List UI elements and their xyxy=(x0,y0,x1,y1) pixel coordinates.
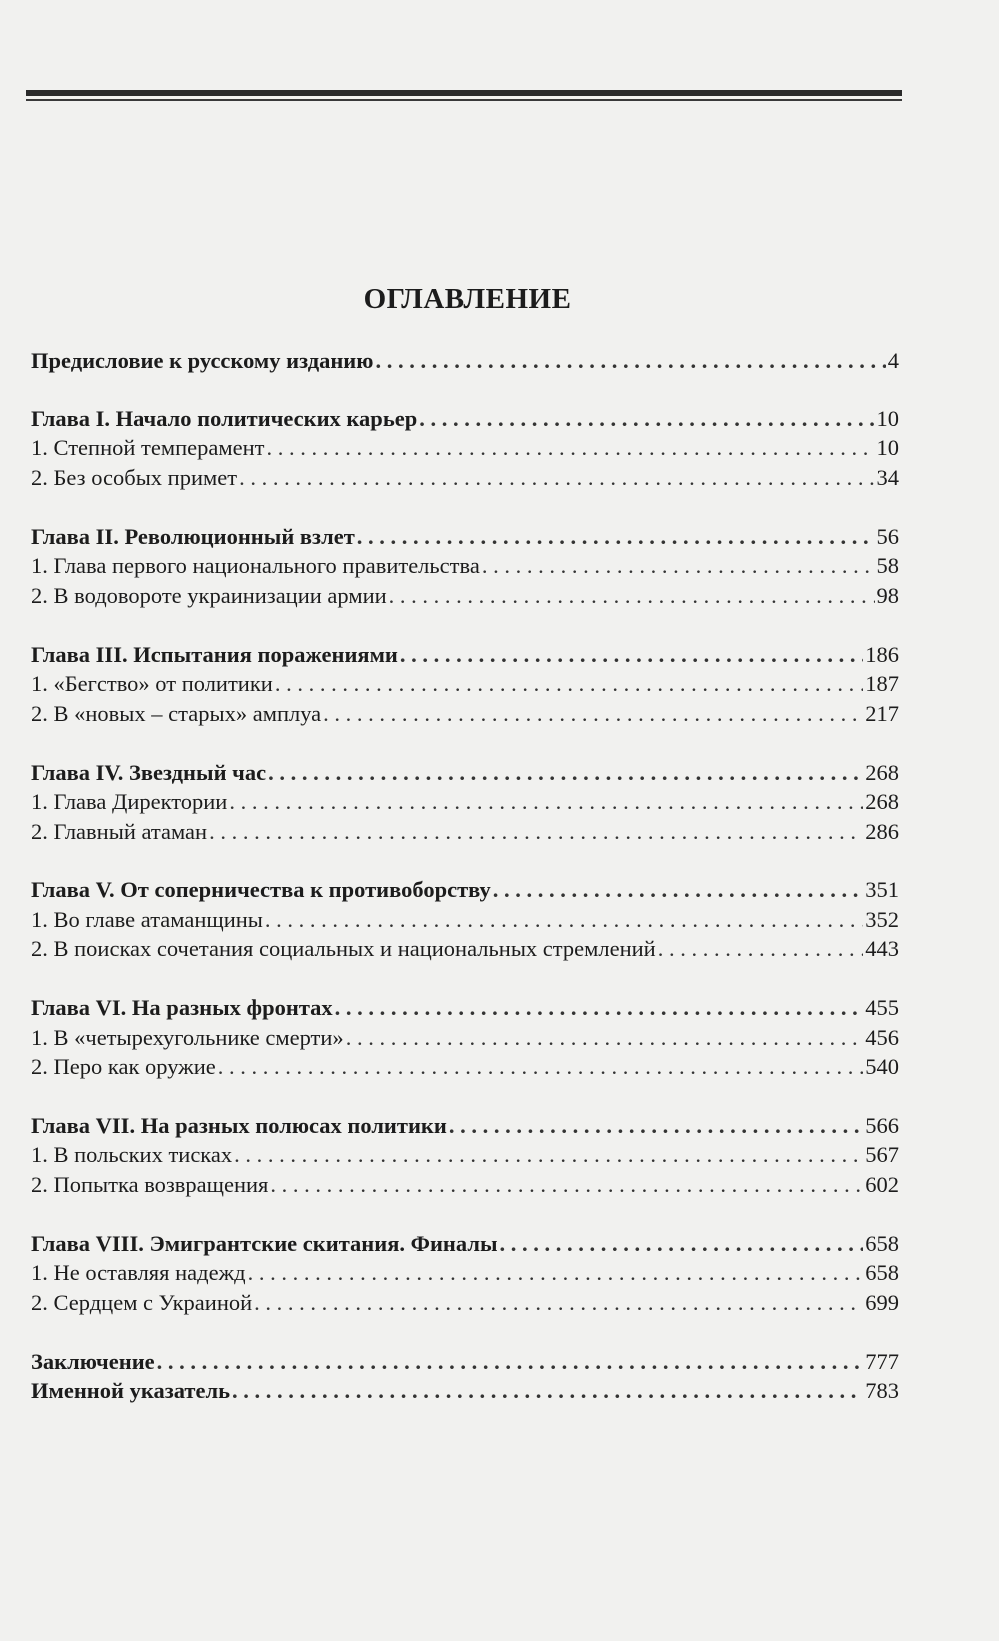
toc-page-number: 455 xyxy=(865,995,899,1020)
toc-leader-dots xyxy=(275,670,863,698)
toc-leader-dots xyxy=(157,1348,864,1376)
toc-chapter-entry xyxy=(31,1112,899,1140)
toc-section-entry xyxy=(31,670,899,698)
toc-leader-dots xyxy=(323,700,863,728)
toc-page-number: 658 xyxy=(865,1231,899,1256)
toc-leader-dots xyxy=(248,1259,864,1287)
toc-page-number: 10 xyxy=(876,435,899,460)
toc-entry-label: 1. «Бегство» от политики xyxy=(31,671,273,696)
toc-section-entry xyxy=(31,1053,899,1081)
toc-page-number: 4 xyxy=(887,348,899,373)
toc-entry-label: 2. Перо как оружие xyxy=(31,1054,216,1079)
toc-page-number: 217 xyxy=(865,701,899,726)
toc-page-number: 56 xyxy=(876,524,899,549)
toc-page-number: 658 xyxy=(865,1260,899,1285)
toc-page-number: 443 xyxy=(865,936,899,961)
toc-entry-label: 1. Глава первого национального правительства xyxy=(31,553,480,578)
toc-chapter-entry xyxy=(31,1230,899,1258)
toc-leader-dots xyxy=(482,552,875,580)
toc-page-number: 566 xyxy=(865,1113,899,1138)
toc-page-number: 98 xyxy=(876,583,899,608)
toc-leader-dots xyxy=(335,994,864,1022)
toc-leader-dots xyxy=(232,1377,863,1405)
toc-page-number: 58 xyxy=(876,553,899,578)
toc-chapter-entry xyxy=(31,1348,899,1376)
toc-chapter-entry xyxy=(31,994,899,1022)
toc-chapter-entry xyxy=(31,641,899,669)
toc-entry-label: Глава II. Революционный взлет xyxy=(31,524,355,549)
toc-chapter-entry xyxy=(31,347,899,375)
toc-entry-label: 2. В «новых – старых» амплуа xyxy=(31,701,322,726)
toc-page-number: 351 xyxy=(865,877,899,902)
toc-section-entry xyxy=(31,1259,899,1287)
toc-leader-dots xyxy=(270,1171,863,1199)
toc-leader-dots xyxy=(493,876,863,904)
toc-leader-dots xyxy=(449,1112,863,1140)
header-rule-thick xyxy=(26,90,902,96)
toc-entry-label: 2. Без особых примет xyxy=(31,465,238,490)
toc-entry-label: 1. Глава Директории xyxy=(31,789,228,814)
toc-page-number: 268 xyxy=(865,760,899,785)
toc-section-entry xyxy=(31,464,899,492)
toc-section-entry xyxy=(31,1171,899,1199)
toc-page-number: 286 xyxy=(865,819,899,844)
toc-chapter-entry xyxy=(31,523,899,551)
toc-page-number: 34 xyxy=(876,465,899,490)
toc-page-number: 456 xyxy=(865,1025,899,1050)
toc-leader-dots xyxy=(265,906,863,934)
toc-entry-label: 1. Во главе атаманщины xyxy=(31,907,263,932)
toc-page-number: 777 xyxy=(865,1349,899,1374)
toc-page-number: 783 xyxy=(865,1378,899,1403)
toc-entry-label: 1. Не оставляя надежд xyxy=(31,1260,246,1285)
toc-leader-dots xyxy=(239,464,874,492)
header-rule-thin xyxy=(26,99,902,101)
toc-chapter-entry xyxy=(31,876,899,904)
toc-page-number: 602 xyxy=(865,1172,899,1197)
toc-page-number: 567 xyxy=(865,1142,899,1167)
toc-entry-label: 1. Степной темперамент xyxy=(31,435,265,460)
toc-section-entry xyxy=(31,935,899,963)
toc-section-entry xyxy=(31,818,899,846)
toc-leader-dots xyxy=(357,523,875,551)
toc-entry-label: 2. Сердцем с Украиной xyxy=(31,1290,253,1315)
toc-leader-dots xyxy=(254,1289,863,1317)
toc-entry-label: Глава V. От соперничества к противоборству xyxy=(31,877,491,902)
toc-entry-label: 2. В поисках сочетания социальных и национальных стремлений xyxy=(31,936,656,961)
toc-leader-dots xyxy=(500,1230,864,1258)
toc-entry-label: 1. В польских тисках xyxy=(31,1142,233,1167)
toc-entry-label: Глава VII. На разных полюсах политики xyxy=(31,1113,447,1138)
toc-page-number: 699 xyxy=(865,1290,899,1315)
toc-leader-dots xyxy=(218,1053,864,1081)
toc-leader-dots xyxy=(400,641,863,669)
toc-entry-label: Глава IV. Звездный час xyxy=(31,760,267,785)
toc-entry-label: 2. Главный атаман xyxy=(31,819,208,844)
toc-chapter-entry xyxy=(31,759,899,787)
toc-entry-label: 2. В водовороте украинизации армии xyxy=(31,583,387,608)
page-title: ОГЛАВЛЕНИЕ xyxy=(363,283,572,315)
toc-section-entry xyxy=(31,700,899,728)
toc-chapter-entry xyxy=(31,1377,899,1405)
toc-entry-label: Глава I. Начало политических карьер xyxy=(31,406,418,431)
toc-leader-dots xyxy=(419,405,874,433)
toc-page-number: 352 xyxy=(865,907,899,932)
toc-page-number: 268 xyxy=(865,789,899,814)
toc-entry-label: Глава VI. На разных фронтах xyxy=(31,995,333,1020)
toc-leader-dots xyxy=(346,1024,864,1052)
toc-leader-dots xyxy=(234,1141,863,1169)
toc-chapter-entry xyxy=(31,405,899,433)
toc-leader-dots xyxy=(658,935,864,963)
toc-page-number: 540 xyxy=(865,1054,899,1079)
toc-entry-label: Глава VIII. Эмигрантские скитания. Финалы xyxy=(31,1231,498,1256)
toc-section-entry xyxy=(31,1024,899,1052)
toc-section-entry xyxy=(31,906,899,934)
toc-page-number: 10 xyxy=(876,406,899,431)
toc-page-number: 186 xyxy=(865,642,899,667)
toc-section-entry xyxy=(31,582,899,610)
toc-section-entry xyxy=(31,788,899,816)
toc-entry-label: Предисловие к русскому изданию xyxy=(31,348,374,373)
toc-leader-dots xyxy=(375,347,885,375)
toc-section-entry xyxy=(31,1141,899,1169)
toc-leader-dots xyxy=(389,582,875,610)
toc-section-entry xyxy=(31,1289,899,1317)
toc-entry-label: Именной указатель xyxy=(31,1378,230,1403)
toc-entry-label: 1. В «четырехугольнике смерти» xyxy=(31,1025,344,1050)
toc-entry-label: Заключение xyxy=(31,1349,155,1374)
toc-leader-dots xyxy=(209,818,863,846)
toc-leader-dots xyxy=(229,788,863,816)
toc-leader-dots xyxy=(266,434,874,462)
toc-section-entry xyxy=(31,434,899,462)
toc-section-entry xyxy=(31,552,899,580)
toc-page-number: 187 xyxy=(865,671,899,696)
toc-leader-dots xyxy=(268,759,863,787)
toc-entry-label: 2. Попытка возвращения xyxy=(31,1172,269,1197)
toc-entry-label: Глава III. Испытания поражениями xyxy=(31,642,398,667)
